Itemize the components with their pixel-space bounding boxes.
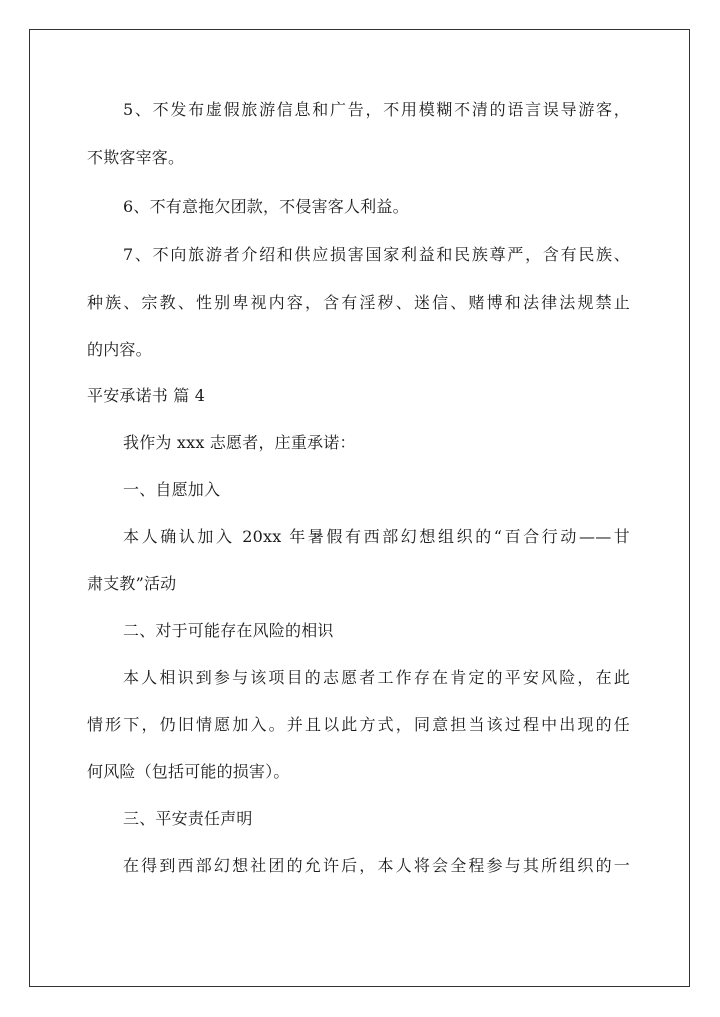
paragraph-line: 本人相识到参与该项目的志愿者工作存在肯定的平安风险，在此 [123, 668, 630, 687]
subheading: 一、自愿加入 [123, 480, 221, 499]
paragraph-line: 肃支教”活动 [87, 574, 177, 593]
paragraph-line: 我作为 xxx 志愿者，庄重承诺： [123, 433, 356, 452]
paragraph-line: 在得到西部幻想社团的允许后，本人将会全程参与其所组织的一 [123, 856, 630, 875]
subheading: 二、对于可能存在风险的相识 [123, 621, 334, 640]
paragraph-line: 的内容。 [87, 340, 152, 359]
section-heading: 平安承诺书 篇 4 [87, 386, 206, 405]
paragraph-line: 6、不有意拖欠团款，不侵害客人利益。 [123, 197, 409, 216]
paragraph-line: 何风险（包括可能的损害）。 [87, 762, 290, 781]
subheading: 三、平安责任声明 [123, 809, 253, 828]
paragraph-line: 5、不发布虚假旅游信息和广告，不用模糊不清的语言误导游客， [123, 100, 630, 119]
paragraph-line: 本人确认加入 20xx 年暑假有西部幻想组织的“百合行动——甘 [123, 527, 630, 546]
paragraph-line: 7、不向旅游者介绍和供应损害国家利益和民族尊严，含有民族、 [123, 245, 630, 264]
paragraph-line: 情形下，仍旧情愿加入。并且以此方式，同意担当该过程中出现的任 [87, 715, 630, 734]
paragraph-line: 种族、宗教、性别卑视内容，含有淫秽、迷信、赌博和法律法规禁止 [87, 293, 630, 312]
page-border [29, 29, 690, 987]
paragraph-line: 不欺客宰客。 [87, 148, 185, 167]
